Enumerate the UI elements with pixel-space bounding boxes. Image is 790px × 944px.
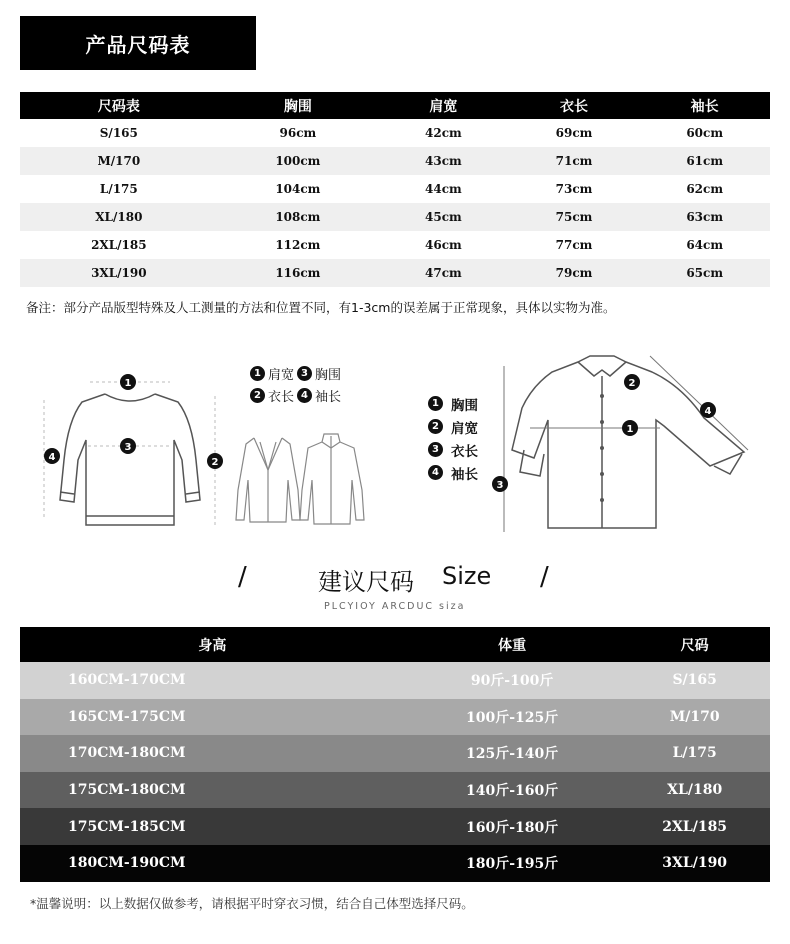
cell-sleeve: 64cm [686, 238, 724, 252]
cell-weight: 140斤-160斤 [405, 772, 619, 809]
shirt-marker-3-icon [492, 476, 508, 492]
legend-num: 4 [428, 465, 443, 480]
shirt-marker-4-icon [700, 402, 716, 418]
cell-chest: 116cm [218, 259, 378, 287]
cell-height: 170CM-180CM [20, 735, 405, 772]
cell-size: 2XL/185 [91, 238, 147, 252]
cell-length: 71cm [509, 147, 640, 175]
svg-text:2: 2 [628, 378, 636, 389]
cell-weight: 100斤-125斤 [405, 699, 619, 736]
svg-text:2: 2 [211, 457, 219, 468]
svg-text:1: 1 [124, 378, 132, 389]
cell-length: 75cm [509, 203, 640, 231]
cell-sleeve: 60cm [686, 126, 724, 140]
shirt-legend [428, 392, 478, 484]
table-row [20, 699, 770, 736]
cell-size: L/175 [619, 735, 770, 772]
cell-height: 165CM-175CM [20, 699, 405, 736]
cell-shoulder: 44cm [425, 182, 462, 196]
table-row [20, 175, 770, 203]
cell-shoulder: 46cm [425, 238, 462, 252]
svg-text:1: 1 [626, 424, 634, 435]
jacket-illustrations [232, 430, 372, 528]
cell-size: M/170 [619, 699, 770, 736]
cell-shoulder: 45cm [378, 203, 509, 231]
legend-label: 胸围 [451, 397, 478, 414]
cell-size: XL/180 [20, 203, 218, 231]
page-title: 产品尺码表 [20, 16, 256, 70]
recommend-header-row [20, 627, 770, 662]
cell-length: 77cm [555, 238, 593, 252]
cell-sleeve: 65cm [639, 259, 770, 287]
cell-chest: 96cm [279, 126, 317, 140]
cell-height: 160CM-170CM [20, 662, 405, 699]
table-row [20, 808, 770, 845]
recommend-title: 建议尺码 [318, 568, 414, 596]
marker-4-icon [44, 448, 60, 464]
legend-label: 肩宽 [451, 420, 478, 437]
table-row [20, 735, 770, 772]
cell-weight: 160斤-180斤 [405, 808, 619, 845]
measurement-note: 备注：部分产品版型特殊及人工测量的方法和位置不同，有1-3cm的误差属于正常现象，具体以实物为准。 [26, 300, 616, 315]
cell-weight: 180斤-195斤 [405, 845, 619, 882]
table-row [20, 772, 770, 809]
cell-size: M/170 [20, 147, 218, 175]
cell-height: 175CM-185CM [20, 808, 405, 845]
cell-sleeve: 63cm [639, 203, 770, 231]
shirt-marker-2-icon [624, 374, 640, 390]
cell-size: XL/180 [619, 772, 770, 809]
cell-chest: 112cm [275, 238, 321, 252]
header-chest: 胸围 [218, 92, 378, 119]
cell-shoulder: 43cm [378, 147, 509, 175]
size-chart-table [20, 92, 770, 287]
marker-2-icon [207, 453, 223, 469]
legend-num: 1 [250, 366, 265, 381]
legend-label: 衣长 [451, 443, 478, 460]
shirt-diagram [490, 346, 760, 536]
cell-chest: 100cm [218, 147, 378, 175]
cell-chest: 104cm [275, 182, 321, 196]
cell-chest: 108cm [218, 203, 378, 231]
legend-num: 2 [428, 419, 443, 434]
header-weight: 体重 [405, 627, 619, 662]
recommend-size-word: Size [442, 562, 492, 590]
legend-num: 4 [297, 388, 312, 403]
table-row [20, 662, 770, 699]
svg-text:3: 3 [124, 442, 132, 453]
table-row [20, 231, 770, 259]
legend-item [428, 392, 478, 415]
heading-slash-right: / [540, 562, 549, 592]
cell-length: 69cm [555, 126, 593, 140]
legend-num: 2 [250, 388, 265, 403]
marker-3-icon [120, 438, 136, 454]
legend-item [428, 438, 478, 461]
heading-slash-left: / [238, 562, 247, 592]
legend-label: 胸围 [315, 368, 342, 383]
cell-length: 79cm [509, 259, 640, 287]
cell-shoulder: 47cm [378, 259, 509, 287]
shirt-marker-1-icon [622, 420, 638, 436]
legend-item [428, 461, 478, 484]
table-row [20, 203, 770, 231]
marker-1-icon [120, 374, 136, 390]
cell-size: L/175 [99, 182, 138, 196]
svg-text:4: 4 [704, 406, 712, 417]
legend-label: 袖长 [451, 466, 478, 483]
cell-height: 180CM-190CM [20, 845, 405, 882]
header-sleeve: 袖长 [639, 92, 770, 119]
table-row [20, 259, 770, 287]
legend-label: 袖长 [315, 390, 342, 405]
blazer-icon [236, 438, 300, 522]
legend-num: 3 [428, 442, 443, 457]
cell-size: S/165 [99, 126, 138, 140]
cell-shoulder: 42cm [425, 126, 462, 140]
header-height: 身高 [20, 627, 405, 662]
legend-num: 1 [428, 396, 443, 411]
zip-jacket-icon [300, 434, 364, 524]
sweater-legend-row-2 [250, 386, 341, 405]
tip-note: *温馨说明：以上数据仅做参考，请根据平时穿衣习惯，结合自己体型选择尺码。 [30, 896, 474, 911]
cell-size: 2XL/185 [619, 808, 770, 845]
cell-sleeve: 62cm [686, 182, 724, 196]
recommend-table [20, 627, 770, 882]
header-size: 尺码表 [20, 92, 218, 119]
legend-label: 肩宽 [268, 368, 295, 383]
table-row [20, 845, 770, 882]
legend-item [428, 415, 478, 438]
header-shoulder: 肩宽 [378, 92, 509, 119]
sweater-diagram [30, 360, 240, 535]
cell-weight: 90斤-100斤 [405, 662, 619, 699]
cell-size: S/165 [619, 662, 770, 699]
cell-size: 3XL/190 [20, 259, 218, 287]
header-length: 衣长 [509, 92, 640, 119]
cell-size: 3XL/190 [619, 845, 770, 882]
table-row [20, 147, 770, 175]
cell-sleeve: 61cm [639, 147, 770, 175]
header-size: 尺码 [619, 627, 770, 662]
table-row [20, 119, 770, 147]
legend-label: 衣长 [268, 390, 295, 405]
cell-length: 73cm [555, 182, 593, 196]
recommend-subtitle: PLCYIOY ARCDUC siza [324, 601, 466, 612]
sweater-legend-row-1 [250, 364, 341, 383]
svg-text:3: 3 [496, 480, 504, 491]
svg-text:4: 4 [48, 452, 56, 463]
legend-num: 3 [297, 366, 312, 381]
size-chart-header-row [20, 92, 770, 119]
cell-height: 175CM-180CM [20, 772, 405, 809]
cell-weight: 125斤-140斤 [405, 735, 619, 772]
